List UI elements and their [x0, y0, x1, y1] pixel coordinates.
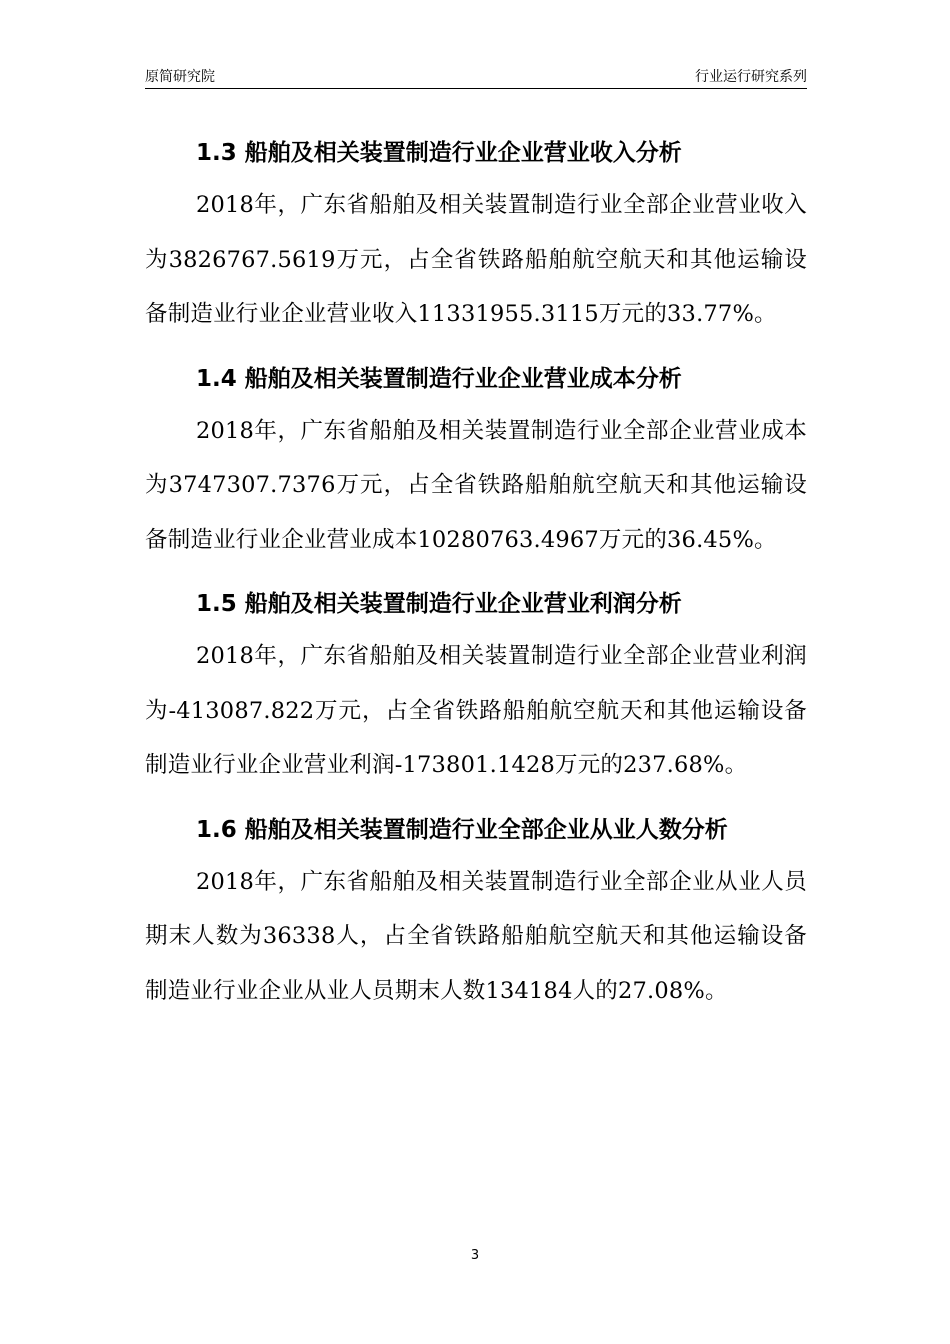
page-header — [145, 62, 807, 89]
header-series-title: 行业运行研究系列 — [695, 69, 807, 85]
document-body — [145, 128, 807, 1030]
section-heading: 1.6 船舶及相关装置制造行业全部企业从业人数分析 — [196, 816, 728, 843]
section-paragraph: 2018年，广东省船舶及相关装置制造行业全部企业从业人员期末人数为36338人，占全省铁路船舶航空航天和其他运输设备制造业行业企业从业人员期末人数134184人的27.08%。 — [145, 868, 807, 1004]
section-heading: 1.5 船舶及相关装置制造行业企业营业利润分析 — [196, 591, 682, 617]
section-cost — [145, 354, 807, 568]
section-heading: 1.4 船舶及相关装置制造行业企业营业成本分析 — [196, 365, 682, 392]
page-number: 3 — [470, 1248, 480, 1263]
section-heading: 1.3 船舶及相关装置制造行业企业营业收入分析 — [196, 140, 682, 166]
section-revenue — [145, 128, 807, 342]
section-paragraph: 2018年，广东省船舶及相关装置制造行业全部企业营业成本为3747307.7376万元，占全省铁路船舶航空航天和其他运输设备制造业行业企业营业成本10280763.4967万元的36.45%。 — [145, 417, 807, 553]
header-organization: 原简研究院 — [145, 69, 215, 85]
section-paragraph: 2018年，广东省船舶及相关装置制造行业全部企业营业收入为3826767.5619万元，占全省铁路船舶航空航天和其他运输设备制造业行业企业营业收入11331955.3115万元的33.77%。 — [145, 192, 807, 327]
section-paragraph: 2018年，广东省船舶及相关装置制造行业全部企业营业利润为-413087.822万元，占全省铁路船舶航空航天和其他运输设备制造业行业企业营业利润-173801.1428万元的237.68%。 — [145, 643, 807, 778]
section-employees — [145, 805, 807, 1019]
section-profit — [145, 579, 807, 793]
